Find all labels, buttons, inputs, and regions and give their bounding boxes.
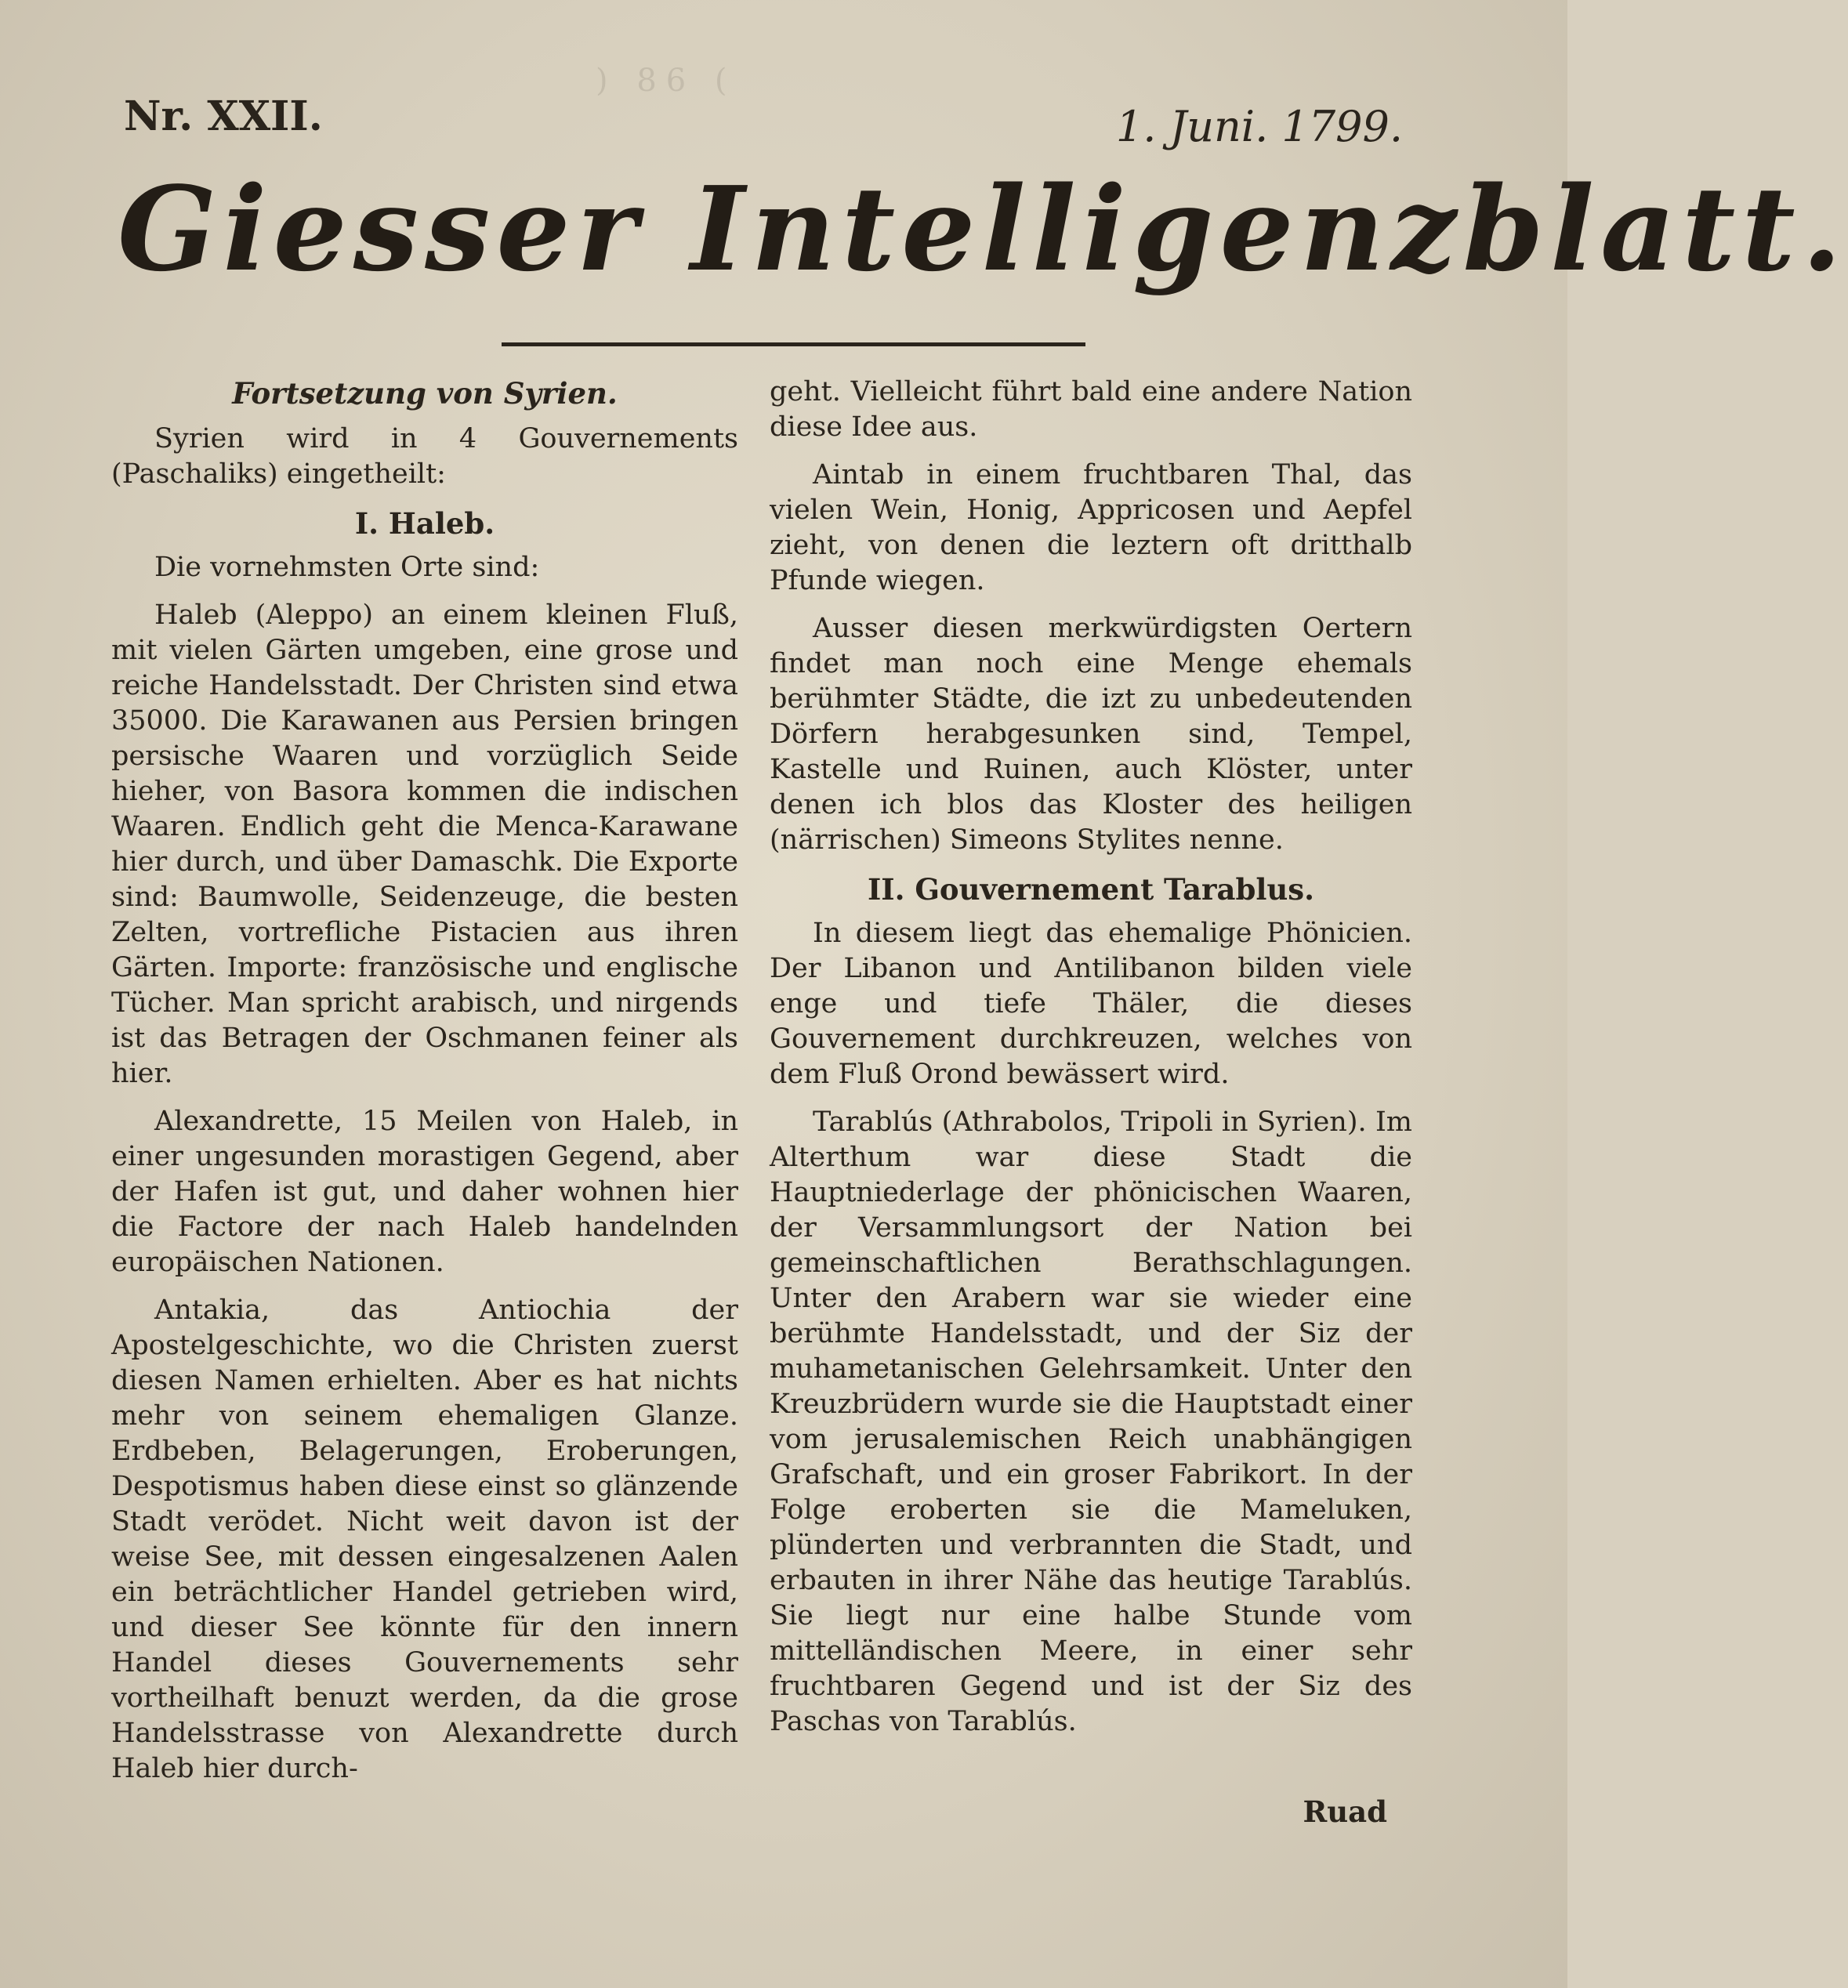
left-column [111, 375, 738, 1799]
masthead-title: Giesser Intelligenzblatt. [118, 161, 1848, 297]
paragraph-antakia: Antakia, das Antiochia der Apostelgeschichte, wo die Christen zuerst diesen Namen erhielten. Aber es hat nichts mehr von seinem ehemaligen Glanze. Erdbeben, Belagerungen, Eroberungen, Despotismus haben diese einst so glänzende Stadt verödet. Nicht weit davon ist der weise See, mit dessen eingesalzenen Aalen ein beträchtlicher Handel getrieben wird, und dieser See könnte für den innern Handel dieses Gouvernements sehr vortheilhaft benuzt werden, da die grose Handelsstrasse von Alexandrette durch Haleb hier durch- [111, 1295, 738, 1784]
paragraph-aintab: Aintab in einem fruchtbaren Thal, das vielen Wein, Honig, Appricosen und Aepfel zieht, von denen die leztern oft dritthalb Pfunde wiegen. [770, 459, 1412, 596]
subheading-tarablus: II. Gouvernement Tarablus. [867, 872, 1315, 907]
places-intro: Die vornehmsten Orte sind: [154, 552, 540, 583]
section-heading: Fortsetzung von Syrien. [232, 376, 618, 411]
paragraph-tarablus: Tarablús (Athrabolos, Tripoli in Syrien). Im Alterthum war diese Stadt die Hauptniederlage der phönicischen Waaren, der Versammlungsort der Nation bei gemeinschaftlichen Berathschlagungen. Unter den Arabern war sie wieder eine berühmte Handelsstadt, und der Siz der muhametanischen Gelehrsamkeit. Unter den Kreuzbrüdern wurde sie die Hauptstadt einer vom jerusalemischen Reich unabhängigen Grafschaft, und ein groser Fabrikort. In der Folge eroberten sie die Mameluken, plünderten und verbrannten die Stadt, und erbauten in ihrer Nähe das heutige Tarablús. Sie liegt nur eine halbe Stunde vom mittelländischen Meere, in einer sehr fruchtbaren Gegend und ist der Siz des Paschas von Tarablús. [770, 1106, 1412, 1737]
issue-date: 1. Juni. 1799. [1115, 102, 1403, 151]
catchword: Ruad [1303, 1794, 1387, 1829]
right-column [770, 375, 1412, 1752]
paragraph-alexandrette: Alexandrette, 15 Meilen von Haleb, in einer ungesunden morastigen Gegend, aber der Hafen ist gut, und daher wohnen hier die Factore der nach Haleb handelnden europäischen Nationen. [111, 1106, 738, 1278]
paragraph-haleb: Haleb (Aleppo) an einem kleinen Fluß, mit vielen Gärten umgeben, eine grose und reiche Handelsstadt. Der Christen sind etwa 35000. Die Karawanen aus Persien bringen persische Waaren und vorzüglich Seide hieher, von Basora kommen die indischen Waaren. Endlich geht die Menca-Karawane hier durch, und über Damaschk. Die Exporte sind: Baumwolle, Seidenzeuge, die besten Zelten, vortrefliche Pistacien aus ihren Gärten. Importe: französische und englische Tücher. Man spricht arabisch, und nirgends ist das Betragen der Oschmanen feiner als hier. [111, 599, 738, 1089]
issue-number: Nr. XXII. [124, 92, 323, 140]
paragraph-phoenicia: In diesem liegt das ehemalige Phönicien. Der Libanon und Antilibanon bilden viele enge und tiefe Thäler, die dieses Gouvernement durchkreuzen, welches von dem Fluß Orond bewässert wird. [770, 918, 1412, 1090]
masthead-rule [502, 342, 1085, 346]
paragraph-other-places: Ausser diesen merkwürdigsten Oertern findet man noch eine Menge ehemals berühmter Städte, die izt zu unbedeutenden Dörfern herabgesunken sind, Tempel, Kastelle und Ruinen, auch Klöster, unter denen ich blos das Kloster des heiligen (närrischen) Simeons Stylites nenne. [770, 613, 1412, 856]
bleed-through-text: ) 86 ( [596, 63, 737, 99]
continuation-paragraph: geht. Vielleicht führt bald eine andere Nation diese Idee aus. [770, 376, 1412, 443]
intro-paragraph: Syrien wird in 4 Gouvernements (Paschaliks) eingetheilt: [111, 423, 738, 490]
subheading-haleb: I. Haleb. [354, 506, 495, 541]
